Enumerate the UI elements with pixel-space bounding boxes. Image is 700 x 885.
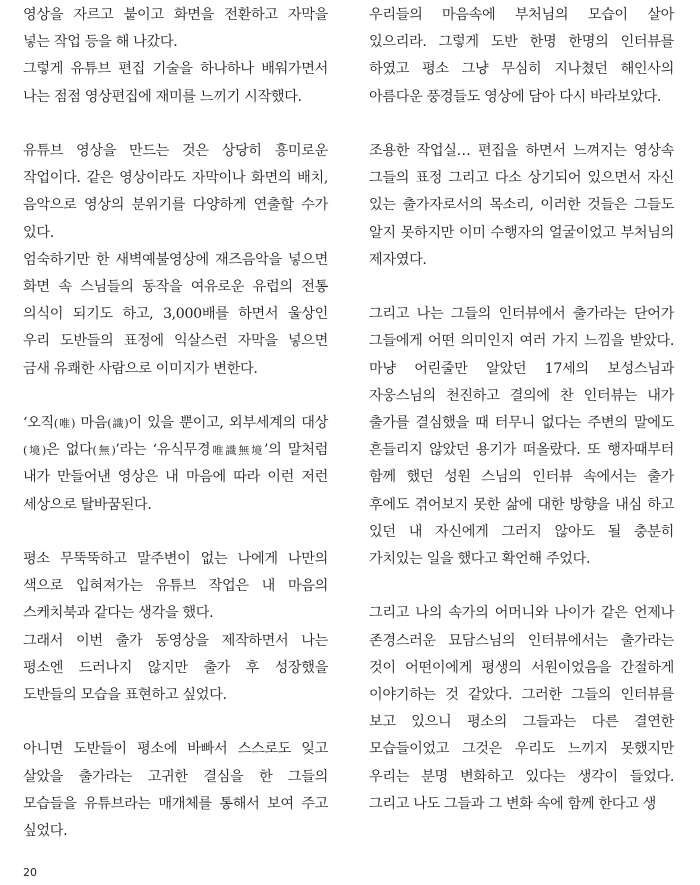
paragraph: 그렇게 유튜브 편집 기술을 하나하나 배워가면서 나는 점점 영상편집에 재미를 느끼기 시작했다. bbox=[23, 61, 328, 105]
paragraph-gap bbox=[369, 111, 674, 138]
paragraph-gap bbox=[23, 383, 328, 410]
paragraph-gap bbox=[23, 111, 328, 138]
paragraph: 그리고 나는 그들의 인터뷰에서 출가라는 단어가 그들에게 어떤 의미인지 여러 가지 느낌을 받았다. 마냥 어린줄만 알았던 17세의 보성스님과 자웅스님의 천진하고 결의에 찬 인터뷰는 내가 출가를 결심했을 때 터무니 없다는 주변의 말에도 흔들리지 않았던 용기가 떠올랐다. 또 행자때부터 함께 했던 성원 스님의 인터뷰 속에서는 출가 후에도 겪어보지 못한 삶에 대한 방향을 내심 하고 있던 내 자신에게 그러지 않아도 될 충분히 가치있는 일을 했다고 확언해 주었다. bbox=[369, 306, 674, 568]
text-run: 마음 bbox=[75, 415, 108, 432]
hanja-annotation: 唯識無境 bbox=[210, 444, 264, 458]
paragraph-quote bbox=[23, 410, 328, 519]
paragraph-gap bbox=[23, 709, 328, 736]
text-run: ‘오직 bbox=[23, 415, 54, 432]
hanja-annotation: (唯) bbox=[53, 417, 76, 431]
paragraph: 영상을 자르고 붙이고 화면을 전환하고 자막을 넣는 작업 등을 해 나갔다. bbox=[23, 7, 328, 51]
paragraph: 평소 무뚝뚝하고 말주변이 없는 나에게 나만의 색으로 입혀져가는 유튜브 작업은 내 마음의 스케치북과 같다는 생각을 했다. bbox=[23, 551, 328, 622]
paragraph: 우리들의 마음속에 부처님의 모습이 살아 있으리라. 그렇게 도반 한명 한명의 인터뷰를 하였고 평소 그냥 무심히 지나쳤던 해인사의 아름다운 풍경들도 영상에 담아 다시 바라보았다. bbox=[369, 7, 674, 105]
paragraph: 그래서 이번 출가 동영상을 제작하면서 나는 평소엔 드러나지 않지만 출가 후 성장했을 도반들의 모습을 표현하고 싶었다. bbox=[23, 632, 328, 704]
page-number: 20 bbox=[23, 866, 37, 879]
paragraph-gap bbox=[369, 274, 674, 301]
paragraph-gap bbox=[23, 519, 328, 546]
text-run: 이 있을 뿐이고, 외부세계의 대상 bbox=[128, 415, 328, 432]
left-column bbox=[23, 2, 328, 845]
text-run: ’라는 ‘유식무경 bbox=[115, 442, 211, 459]
hanja-annotation: (境) bbox=[23, 444, 46, 458]
paragraph: 아니면 도반들이 평소에 바빠서 스스로도 잊고 살았을 출가라는 고귀한 결심을 한 그들의 모습들을 유튜브라는 매개체를 통해서 보여 주고 싶었다. bbox=[23, 741, 328, 840]
text-run: 은 없다 bbox=[45, 442, 93, 459]
hanja-annotation: (識) bbox=[107, 417, 129, 431]
paragraph: 조용한 작업실… 편집을 하면서 느껴지는 영상속 그들의 표정 그리고 다소 상기되어 있으면서 자신 있는 출가자로서의 목소리, 이러한 것들은 그들도 알지 못하지만 이미 수행자의 얼굴이었고 부처님의 제자였다. bbox=[369, 143, 674, 268]
text-run: ’의 말처럼 내가 만들어낸 영상은 내 마음에 따라 이런 저런 세상으로 탈바꿈된다. bbox=[23, 442, 328, 513]
right-column bbox=[369, 2, 674, 818]
paragraph: 엄숙하기만 한 새벽예불영상에 재즈음악을 넣으면 화면 속 스님들의 동작을 여유로운 유럽의 전통 의식이 되기도 하고, 3,000배를 하면서 울상인 우리 도반들의 표정에 익살스런 자막을 넣으면 금새 유쾌한 사람으로 이미지가 변한다. bbox=[23, 251, 328, 377]
paragraph: 유튜브 영상을 만드는 것은 상당히 흥미로운 작업이다. 같은 영상이라도 자막이나 화면의 배치, 음악으로 영상의 분위기를 다양하게 연출할 수가 있다. bbox=[23, 143, 328, 241]
hanja-annotation: (無) bbox=[92, 444, 116, 458]
paragraph: 그리고 나의 속가의 어머니와 나이가 같은 언제나 존경스러운 묘담스님의 인터뷰에서는 출가라는 것이 어떤이에게 평생의 서원이었음을 간절하게 이야기하는 것 같았다. 그러한 그들의 인터뷰를 보고 있으니 평소의 그들과는 다른 결연한 모습들이었고 그것은 우리도 느끼지 못했지만 우리는 분명 변화하고 있다는 생각이 들었다. 그리고 나도 그들과 그 변화 속에 함께 한다고 생 bbox=[369, 605, 674, 812]
paragraph-gap bbox=[369, 573, 674, 600]
